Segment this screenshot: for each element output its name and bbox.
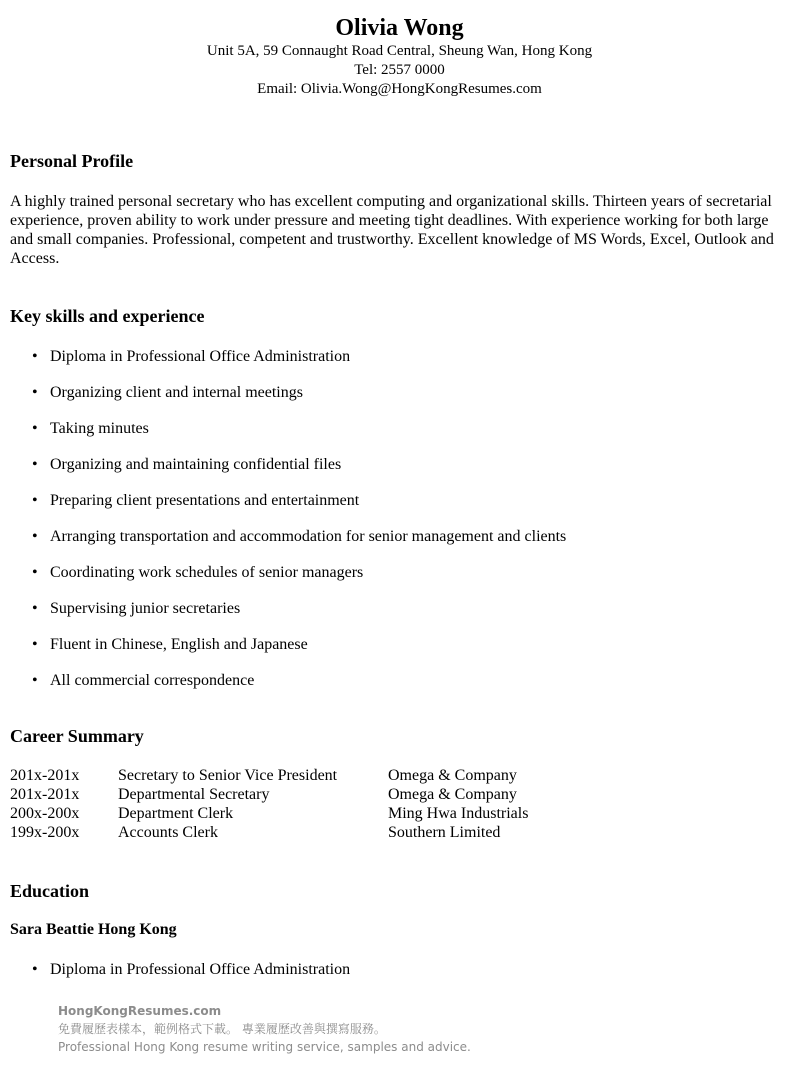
skill-item: • Organizing client and internal meetings — [10, 383, 566, 419]
career-company: Omega & Company — [388, 767, 517, 784]
career-title: Department Clerk — [118, 805, 234, 822]
footer-site: HongKongResumes.com — [58, 1004, 222, 1018]
career-title: Accounts Clerk — [118, 824, 218, 841]
career-heading: Career Summary — [10, 726, 144, 746]
career-period: 200x-200x — [10, 805, 80, 822]
skill-item: • Organizing and maintaining confidential files — [10, 455, 566, 491]
resume-header — [0, 14, 799, 99]
skill-item: • Diploma in Professional Office Administration — [10, 347, 566, 383]
skill-item: • Preparing client presentations and entertainment — [10, 491, 566, 527]
skill-item: • All commercial correspondence — [10, 671, 566, 707]
career-row — [10, 823, 570, 842]
education-item: • Diploma in Professional Office Administration — [10, 960, 350, 996]
skill-item: • Taking minutes — [10, 419, 566, 455]
career-title: Secretary to Senior Vice President — [118, 767, 338, 784]
skill-item: • Arranging transportation and accommodation for senior management and clients — [10, 527, 566, 563]
career-title: Departmental Secretary — [118, 786, 270, 803]
education-heading: Education — [10, 881, 90, 901]
skill-item: • Coordinating work schedules of senior managers — [10, 563, 566, 599]
career-company: Omega & Company — [388, 786, 517, 803]
profile-text: A highly trained personal secretary who has excellent computing and organizational skills. Thirteen years of secretarial experience, proven ability to work under pressure and meeting tight deadlines. With experience working for both large and small companies. Professional, competent and trustworthy. Excellent knowledge of MS Words, Excel, Outlook and Access. — [10, 193, 774, 267]
career-row — [10, 804, 570, 823]
address-line: Unit 5A, 59 Connaught Road Central, Sheung Wan, Hong Kong — [206, 43, 593, 59]
school-name: Sara Beattie Hong Kong — [10, 921, 177, 938]
career-row — [10, 766, 570, 785]
email-line: Email: Olivia.Wong@HongKongResumes.com — [257, 81, 542, 97]
career-period: 201x-201x — [10, 767, 80, 784]
career-table — [10, 766, 570, 842]
skill-item: • Supervising junior secretaries — [10, 599, 566, 635]
candidate-name: Olivia Wong — [335, 15, 464, 41]
footer-watermark — [58, 1002, 471, 1056]
telephone-line: Tel: 2557 0000 — [354, 62, 445, 78]
career-period: 199x-200x — [10, 824, 80, 841]
education-list — [10, 960, 350, 996]
career-company: Southern Limited — [388, 824, 501, 841]
footer-chinese: 免費履歷表樣本，範例格式下載。 專業履歷改善與撰寫服務。 — [58, 1022, 386, 1036]
career-company: Ming Hwa Industrials — [388, 805, 529, 822]
profile-heading: Personal Profile — [10, 151, 134, 171]
skills-list — [10, 347, 566, 707]
footer-tagline: Professional Hong Kong resume writing service, samples and advice. — [58, 1040, 471, 1054]
skill-item: • Fluent in Chinese, English and Japanese — [10, 635, 566, 671]
career-row — [10, 785, 570, 804]
career-period: 201x-201x — [10, 786, 80, 803]
skills-heading: Key skills and experience — [10, 306, 205, 326]
